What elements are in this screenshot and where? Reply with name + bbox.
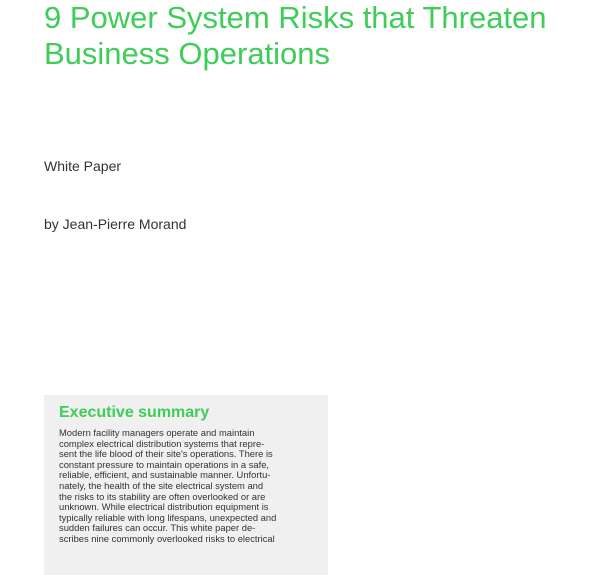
summary-line: sent the life blood of their site's operations. There is <box>59 448 273 460</box>
summary-line: reliable, efficient, and sustainable manner. Unfortu- <box>59 469 271 481</box>
summary-line: nately, the health of the site electrical system and <box>59 479 264 491</box>
executive-summary-text <box>59 428 321 545</box>
title-line-2: Business Operations <box>44 36 331 71</box>
summary-line: typically reliable with long lifespans, unexpected and <box>59 511 277 523</box>
document-type-label: White Paper <box>44 158 122 174</box>
summary-line: complex electrical distribution systems that repre- <box>59 437 265 449</box>
summary-line: sudden failures can occur. This white paper de- <box>59 522 256 534</box>
executive-summary-heading: Executive summary <box>59 404 210 421</box>
summary-line: scribes nine commonly overlooked risks to electrical <box>59 532 275 544</box>
summary-line: Modern facility managers operate and maintain <box>59 427 255 438</box>
executive-summary-box <box>44 395 328 575</box>
title-line-1: 9 Power System Risks that Threaten <box>44 0 547 35</box>
document-title <box>44 0 596 72</box>
summary-line: the risks to its stability are often overlooked or are <box>59 490 266 502</box>
summary-line: constant pressure to maintain operations in a safe, <box>59 458 270 470</box>
author-byline: by Jean-Pierre Morand <box>44 216 187 232</box>
summary-line: unknown. While electrical distribution equipment is <box>59 501 269 513</box>
